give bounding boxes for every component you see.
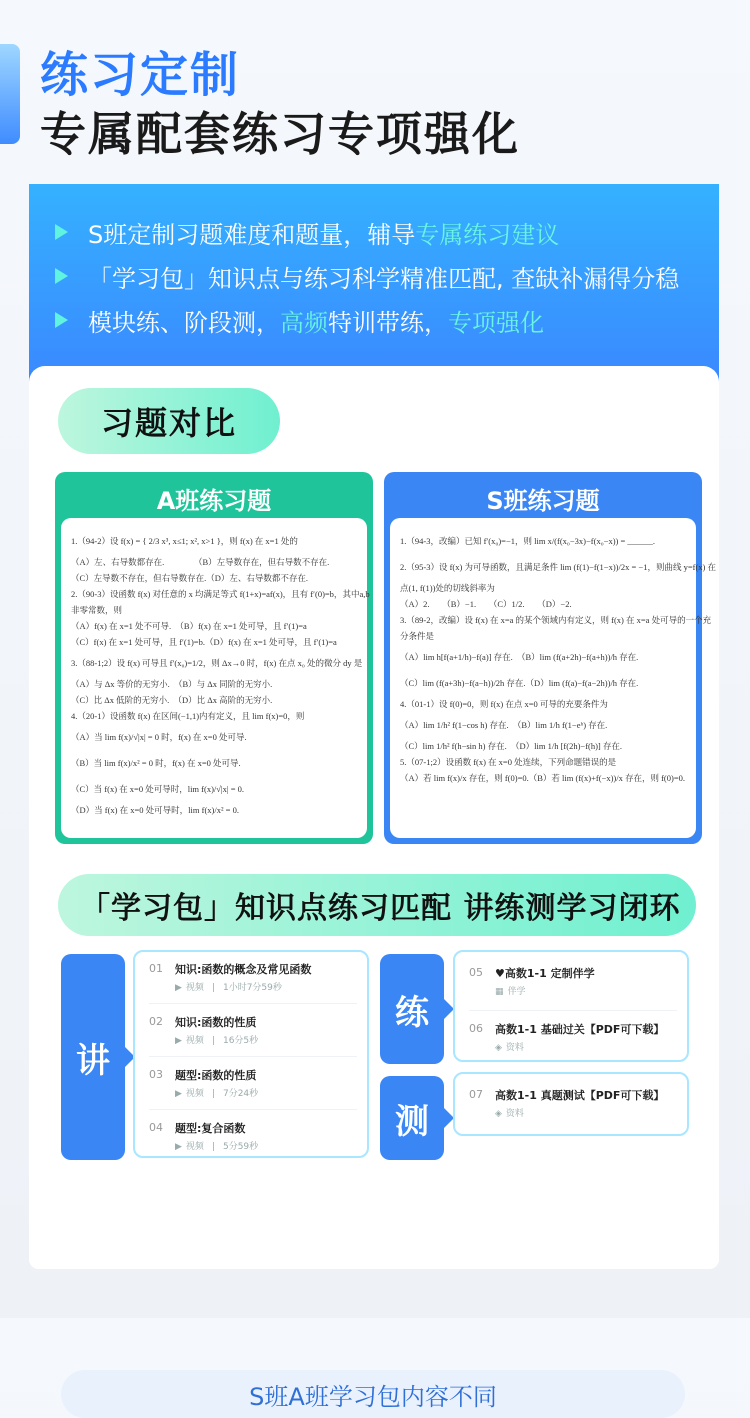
course-item-meta <box>175 980 282 993</box>
panel-a-class <box>55 472 373 844</box>
course-item-title: 高数1-1 真题测试【PDF可下载】 <box>495 1089 665 1102</box>
course-item-kind: 资料 <box>505 1043 524 1053</box>
course-item-meta <box>495 1106 524 1119</box>
course-item-kind: 视频 <box>185 1036 204 1046</box>
tag-lian: 练 <box>380 954 444 1064</box>
exercise-line: （A）与 Δx 等价的无穷小. （B）与 Δx 同阶的无穷小. <box>71 679 273 689</box>
intro-bullet-text: S班定制习题难度和题量，辅导 <box>88 220 416 249</box>
exercise-line: 非零常数，则 <box>71 605 123 615</box>
exercise-line: （C）左导数不存在，但右导数存在.（D）左、右导数都不存在. <box>71 573 309 583</box>
exercise-line: （A）f(x) 在 x=1 处不可导. （B）f(x) 在 x=1 处可导，且 f′(1)=a <box>71 621 307 631</box>
ce-list <box>453 1072 689 1136</box>
divider <box>469 1010 677 1011</box>
course-item[interactable] <box>149 1121 359 1155</box>
exercise-line: （A）当 lim f(x)/√|x| = 0 时，f(x) 在 x=0 处可导. <box>71 732 247 742</box>
course-item-title: 高数1-1 基础过关【PDF可下载】 <box>495 1023 665 1036</box>
course-item-title: 知识:函数的概念及常见函数 <box>175 963 312 976</box>
course-item-number: 02 <box>149 1015 163 1028</box>
intro-bullet <box>55 298 719 342</box>
tag-ce: 测 <box>380 1076 444 1160</box>
exercise-line: 2.（95-3）设 f(x) 为可导函数，且满足条件 lim (f(1)−f(1−x))/2x = −1，则曲线 y=f(x) 在 <box>400 562 717 572</box>
exercise-line: 2.（90-3）设函数 f(x) 对任意的 x 均满足等式 f(1+x)=af(x)，且有 f′(0)=b，其中a,b <box>71 589 370 599</box>
video-play-icon: ▶ <box>175 1036 182 1046</box>
divider <box>149 1056 357 1057</box>
lian-list <box>453 950 689 1062</box>
course-item[interactable] <box>149 1068 359 1102</box>
meta-separator: | <box>211 1142 215 1152</box>
accent-bar <box>0 44 20 144</box>
course-item-kind: 资料 <box>505 1109 524 1119</box>
triangle-bullet-icon <box>55 312 68 328</box>
exercise-line: （C）lim (f(a+3h)−f(a−h))/2h 存在.（D）lim (f(a)−f(a−2h))/h 存在. <box>400 678 639 688</box>
loop-label: 「学习包」知识点练习匹配 讲练测学习闭环 <box>58 874 696 936</box>
course-item[interactable] <box>469 1022 679 1056</box>
exercise-line: （C）当 f(x) 在 x=0 处可导时，lim f(x)/√|x| = 0. <box>71 784 245 794</box>
exercise-line: （A）左、右导数都存在. （B）左导数存在，但右导数不存在. <box>71 557 330 567</box>
exercise-line: 1.（94-2）设 f(x) = { 2/3 x³, x≤1; x², x>1 }，则 f(x) 在 x=1 处的 <box>71 536 298 546</box>
exercise-line: （A）lim h[f(a+1/h)−f(a)] 存在. （B）lim (f(a+2h)−f(a+h))/h 存在. <box>400 652 639 662</box>
exercise-line: 4.（01-1）设 f(0)=0，则 f(x) 在点 x=0 可导的充要条件为 <box>400 699 608 709</box>
exercise-line: （C）lim 1/h² f(h−sin h) 存在. （D）lim 1/h [f(2h)−f(h)] 存在. <box>400 741 623 751</box>
intro-bullet-text: 专项强化 <box>448 308 544 337</box>
course-item-number: 07 <box>469 1088 483 1101</box>
course-item-title: ♥高数1-1 定制伴学 <box>495 967 595 980</box>
course-item[interactable] <box>469 966 679 1000</box>
exercise-line: （A）2. （B）−1. （C）1/2. （D）−2. <box>400 599 572 609</box>
video-play-icon: ▶ <box>175 983 182 993</box>
jiang-list <box>133 950 369 1158</box>
intro-bullet-text: 模块练、阶段测， <box>88 308 280 337</box>
triangle-bullet-icon <box>55 268 68 284</box>
course-item-kind: 视频 <box>185 983 204 993</box>
tag-jiang: 讲 <box>61 954 125 1160</box>
intro-bullet-text: 特训带练， <box>328 308 448 337</box>
exercise-line: 1.（94-3，改编）已知 f′(x₀)=−1，则 lim x/(f(x₀−3x)−f(x₀−x)) = ______. <box>400 536 656 546</box>
panel-a-paper <box>61 518 370 838</box>
course-item-title: 题型:函数的性质 <box>175 1069 257 1082</box>
course-item-duration: 5分59秒 <box>222 1142 259 1152</box>
exercise-line: （D）当 f(x) 在 x=0 处可导时，lim f(x)/x² = 0. <box>71 805 239 815</box>
compare-label: 习题对比 <box>58 388 280 454</box>
course-item-duration: 1小时7分59秒 <box>222 983 282 993</box>
course-item-title: 知识:函数的性质 <box>175 1016 257 1029</box>
card-body <box>29 366 719 1411</box>
course-item-duration: 7分24秒 <box>222 1089 259 1099</box>
exercise-line: 3.（88-1;2）设 f(x) 可导且 f′(x₀)=1/2，则 Δx→0 时，f(x) 在点 x₀ 处的微分 dy 是 <box>71 658 363 668</box>
exercise-line: （A）lim 1/h² f(1−cos h) 存在. （B）lim 1/h f(1−eʰ) 存在. <box>400 720 608 730</box>
course-item-title: 题型:复合函数 <box>175 1122 246 1135</box>
divider <box>149 1003 357 1004</box>
exercise-line: 4.（20-1）设函数 f(x) 在区间(−1,1)内有定义，且 lim f(x)=0，则 <box>71 711 305 721</box>
book-icon: ▦ <box>495 987 504 997</box>
intro-section <box>29 184 719 384</box>
page-subtitle: 专属配套练习专项强化 <box>40 107 520 161</box>
layers-icon: ◈ <box>495 1043 502 1053</box>
divider <box>149 1109 357 1110</box>
course-item-duration: 16分5秒 <box>222 1036 259 1046</box>
video-play-icon: ▶ <box>175 1089 182 1099</box>
course-item-meta <box>175 1139 258 1152</box>
exercise-line: （B）当 lim f(x)/x² = 0 时，f(x) 在 x=0 处可导. <box>71 758 241 768</box>
meta-separator: | <box>211 1089 215 1099</box>
course-item-meta <box>495 984 526 997</box>
video-play-icon: ▶ <box>175 1142 182 1152</box>
meta-separator: | <box>211 1036 215 1046</box>
exercise-line: （C）f(x) 在 x=1 处可导，且 f′(1)=b.（D）f(x) 在 x=1 处可导，且 f′(1)=a <box>71 637 337 647</box>
course-item-meta <box>175 1086 258 1099</box>
panel-s-title: S班练习题 <box>486 486 600 515</box>
content-card <box>29 184 719 1411</box>
intro-bullet <box>55 210 719 254</box>
panel-s-class <box>384 472 717 844</box>
exercise-line: 分条件是 <box>400 631 435 641</box>
exercise-line: （A）若 lim f(x)/x 存在，则 f(0)=0.（B）若 lim (f(x)+f(−x))/x 存在，则 f(0)=0. <box>400 773 685 783</box>
triangle-bullet-icon <box>55 224 68 240</box>
intro-bullet <box>55 254 719 298</box>
course-item-number: 05 <box>469 966 483 979</box>
course-item[interactable] <box>469 1088 679 1122</box>
course-item-meta <box>495 1040 524 1053</box>
exercise-line: 点(1, f(1))处的切线斜率为 <box>400 583 495 593</box>
course-item-meta <box>175 1033 258 1046</box>
layers-icon: ◈ <box>495 1109 502 1119</box>
page-title: 练习定制 <box>40 47 241 103</box>
course-item-number: 01 <box>149 962 163 975</box>
exercise-line: 3.（89-2，改编）设 f(x) 在 x=a 的某个领域内有定义，则 f(x) 在 x=a 处可导的一个充 <box>400 615 712 625</box>
course-item-number: 03 <box>149 1068 163 1081</box>
footer-note: S班A班学习包内容不同 <box>61 1370 685 1418</box>
intro-bullet-text: 高频 <box>280 308 328 337</box>
exercise-line: （C）比 Δx 低阶的无穷小. （D）比 Δx 高阶的无穷小. <box>71 695 273 705</box>
course-item-number: 04 <box>149 1121 163 1134</box>
course-item-kind: 伴学 <box>507 987 526 997</box>
course-item[interactable] <box>149 1015 359 1049</box>
intro-bullet-text: 「学习包」知识点与练习科学精准匹配, 查缺补漏得分稳 <box>88 264 680 293</box>
course-item[interactable] <box>149 962 359 996</box>
panel-s-paper <box>390 518 717 838</box>
course-item-kind: 视频 <box>185 1089 204 1099</box>
course-item-kind: 视频 <box>185 1142 204 1152</box>
panel-a-title: A班练习题 <box>156 486 272 515</box>
meta-separator: | <box>211 983 215 993</box>
intro-bullet-text: 专属练习建议 <box>415 220 560 249</box>
course-item-number: 06 <box>469 1022 483 1035</box>
exercise-line: 5.（07-1;2）设函数 f(x) 在 x=0 处连续，下列命题错误的是 <box>400 757 617 767</box>
